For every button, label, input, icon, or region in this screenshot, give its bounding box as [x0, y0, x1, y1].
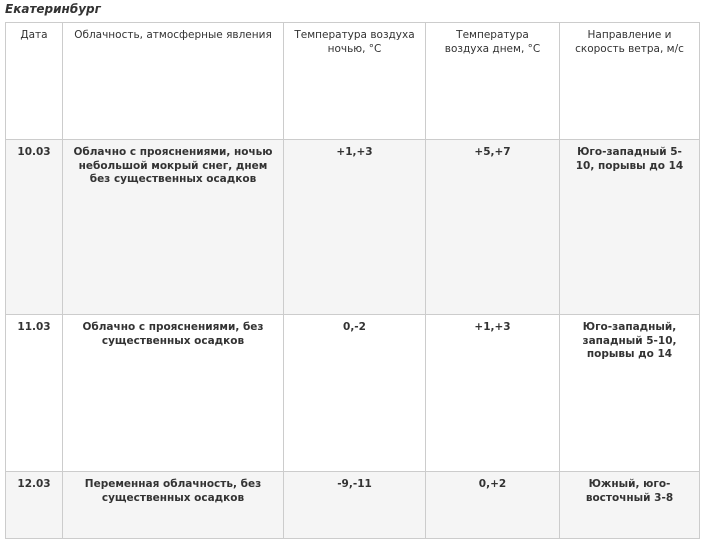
cell-day-temp: +1,+3 — [426, 315, 560, 472]
cell-date: 12.03 — [6, 472, 63, 539]
cell-day-temp: 0,+2 — [426, 472, 560, 539]
table-row — [6, 140, 700, 315]
table-row — [6, 315, 700, 472]
cell-cloudiness: Переменная облачность, без существенных осадков — [63, 472, 284, 539]
header-date: Дата — [6, 23, 63, 140]
header-night-temp: Температура воздуха ночью, °С — [284, 23, 426, 140]
cell-wind: Юго-западный 5-10, порывы до 14 — [560, 140, 700, 315]
cell-cloudiness: Облачно с прояснениями, ночью небольшой мокрый снег, днем без существенных осадков — [63, 140, 284, 315]
cell-cloudiness: Облачно с прояснениями, без существенных осадков — [63, 315, 284, 472]
city-title: Екатеринбург — [5, 2, 101, 16]
cell-date: 11.03 — [6, 315, 63, 472]
header-day-temp: Температура воздуха днем, °С — [426, 23, 560, 140]
table-header-row — [6, 23, 700, 140]
header-wind: Направление и скорость ветра, м/с — [560, 23, 700, 140]
cell-wind: Южный, юго-восточный 3-8 — [560, 472, 700, 539]
cell-day-temp: +5,+7 — [426, 140, 560, 315]
cell-night-temp: 0,-2 — [284, 315, 426, 472]
header-cloudiness: Облачность, атмосферные явления — [63, 23, 284, 140]
cell-wind: Юго-западный, западный 5-10, порывы до 14 — [560, 315, 700, 472]
table-row — [6, 472, 700, 539]
cell-night-temp: +1,+3 — [284, 140, 426, 315]
forecast-table — [5, 22, 700, 539]
cell-date: 10.03 — [6, 140, 63, 315]
cell-night-temp: -9,-11 — [284, 472, 426, 539]
